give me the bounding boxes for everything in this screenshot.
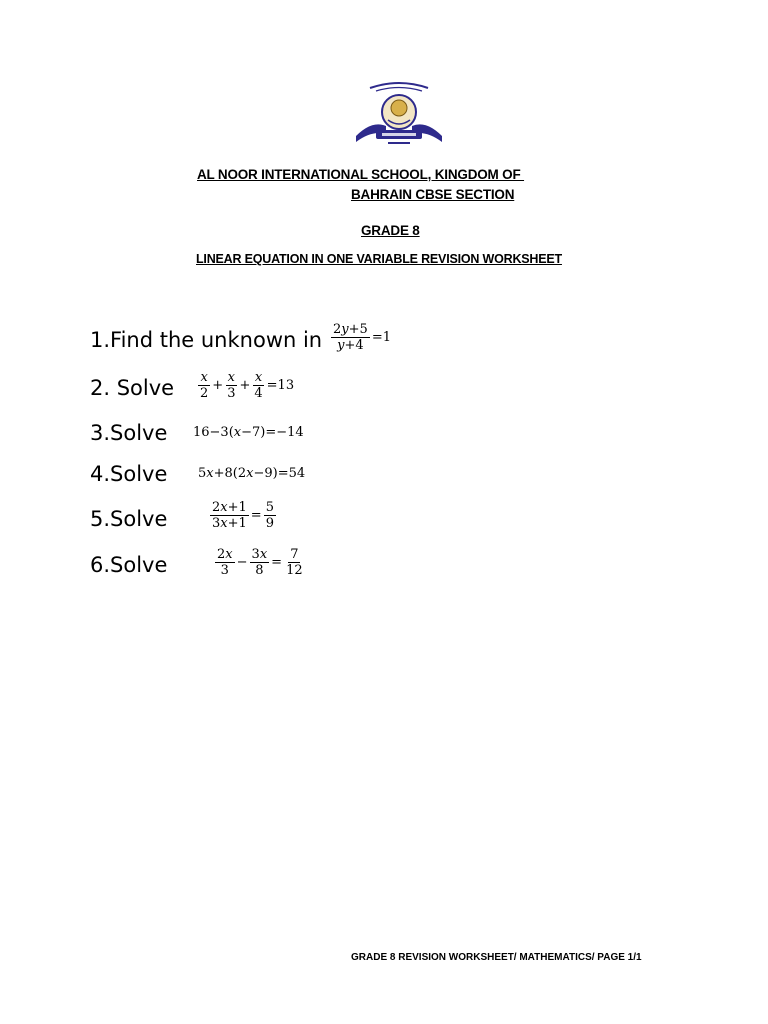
grade-heading: GRADE 8 bbox=[361, 223, 420, 238]
school-name-line1: AL NOOR INTERNATIONAL SCHOOL, KINGDOM OF bbox=[197, 167, 525, 182]
question-5-label: 5.Solve bbox=[90, 507, 168, 531]
school-name-line2: BAHRAIN CBSE SECTION bbox=[351, 187, 515, 202]
page-footer: GRADE 8 REVISION WORKSHEET/ MATHEMATICS/ PAGE 1/1 bbox=[351, 952, 642, 963]
question-6-label: 6.Solve bbox=[90, 553, 168, 577]
question-3-equation: 16−3(x−7)=−14 bbox=[193, 425, 304, 440]
question-2-equation: $\frac{x}{2}$ + $\frac{x}{3}$ + $\frac{x}{4}$ =13 bbox=[200, 370, 295, 401]
question-4-label: 4.Solve bbox=[90, 462, 168, 486]
question-3-label: 3.Solve bbox=[90, 421, 168, 445]
question-4-equation: 5x+8(2x−9)=54 bbox=[198, 466, 306, 481]
worksheet-title: LINEAR EQUATION IN ONE VARIABLE REVISION WORKSHEET bbox=[196, 252, 562, 266]
question-1-label: 1.Find the unknown in bbox=[90, 328, 323, 352]
question-2-label: 2. Solve bbox=[90, 376, 175, 400]
question-6-equation: $\frac{2x}{3}$ − $\frac{3x}{8}$ = $\frac{7}{12}$ bbox=[217, 547, 303, 578]
question-5-equation: $\frac{2x+1}{3x+1}$ = $\frac{5}{9}$ bbox=[212, 500, 274, 531]
school-logo bbox=[352, 76, 446, 150]
question-1-equation: $\frac{2y+5}{y+4}$ =1 bbox=[333, 322, 391, 353]
